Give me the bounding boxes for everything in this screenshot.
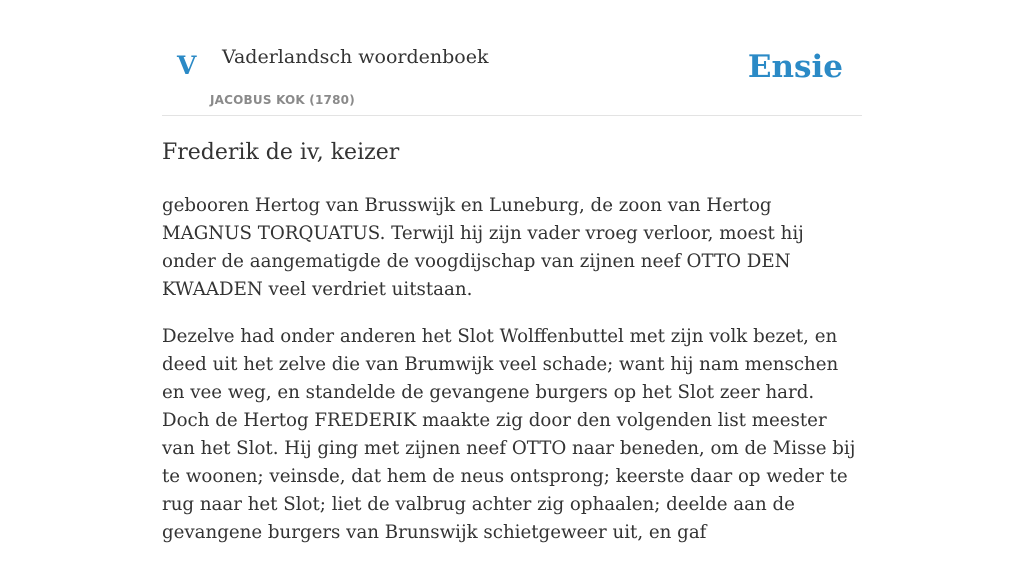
entry-paragraph: Dezelve had onder anderen het Slot Wolffenbuttel met zijn volk bezet, en deed uit het zelve die van Brumwijk veel schade; want hij nam menschen en vee weg, en standelde de gevangene burgers op het Slot zeer hard. Doch de Hertog FREDERIK maakte zig door den volgenden list meester van het Slot. Hij ging met zijnen neef OTTO naar beneden, om de Misse bij te woonen; veinsde, dat hem de neus ontsprong; keerste daar op weder te rug naar het Slot; liet de valbrug achter zig ophaalen; deelde aan de gevangene burgers van Brunswijk schietgeweer uit, en gaf xyxy=(162,326,856,543)
entry-paragraph: gebooren Hertog van Brusswijk en Luneburg, de zoon van Hertog MAGNUS TORQUATUS. Terwijl hij zijn vader vroeg verloor, moest hij onder de aangematigde de voogdijschap van zijnen neef OTTO DEN KWAADEN veel verdriet uitstaan. xyxy=(162,195,804,300)
dictionary-author: JACOBUS KOK (1780) xyxy=(210,93,355,107)
page xyxy=(162,0,862,543)
entry-title: Frederik de iv, keizer xyxy=(162,140,400,165)
dictionary-logo-letter[interactable]: V xyxy=(177,51,197,80)
entry-body xyxy=(162,192,862,566)
dictionary-header xyxy=(162,0,862,116)
ensie-logo-link[interactable]: Ensie xyxy=(747,49,843,85)
dictionary-title-link[interactable]: Vaderlandsch woordenboek xyxy=(222,46,489,68)
